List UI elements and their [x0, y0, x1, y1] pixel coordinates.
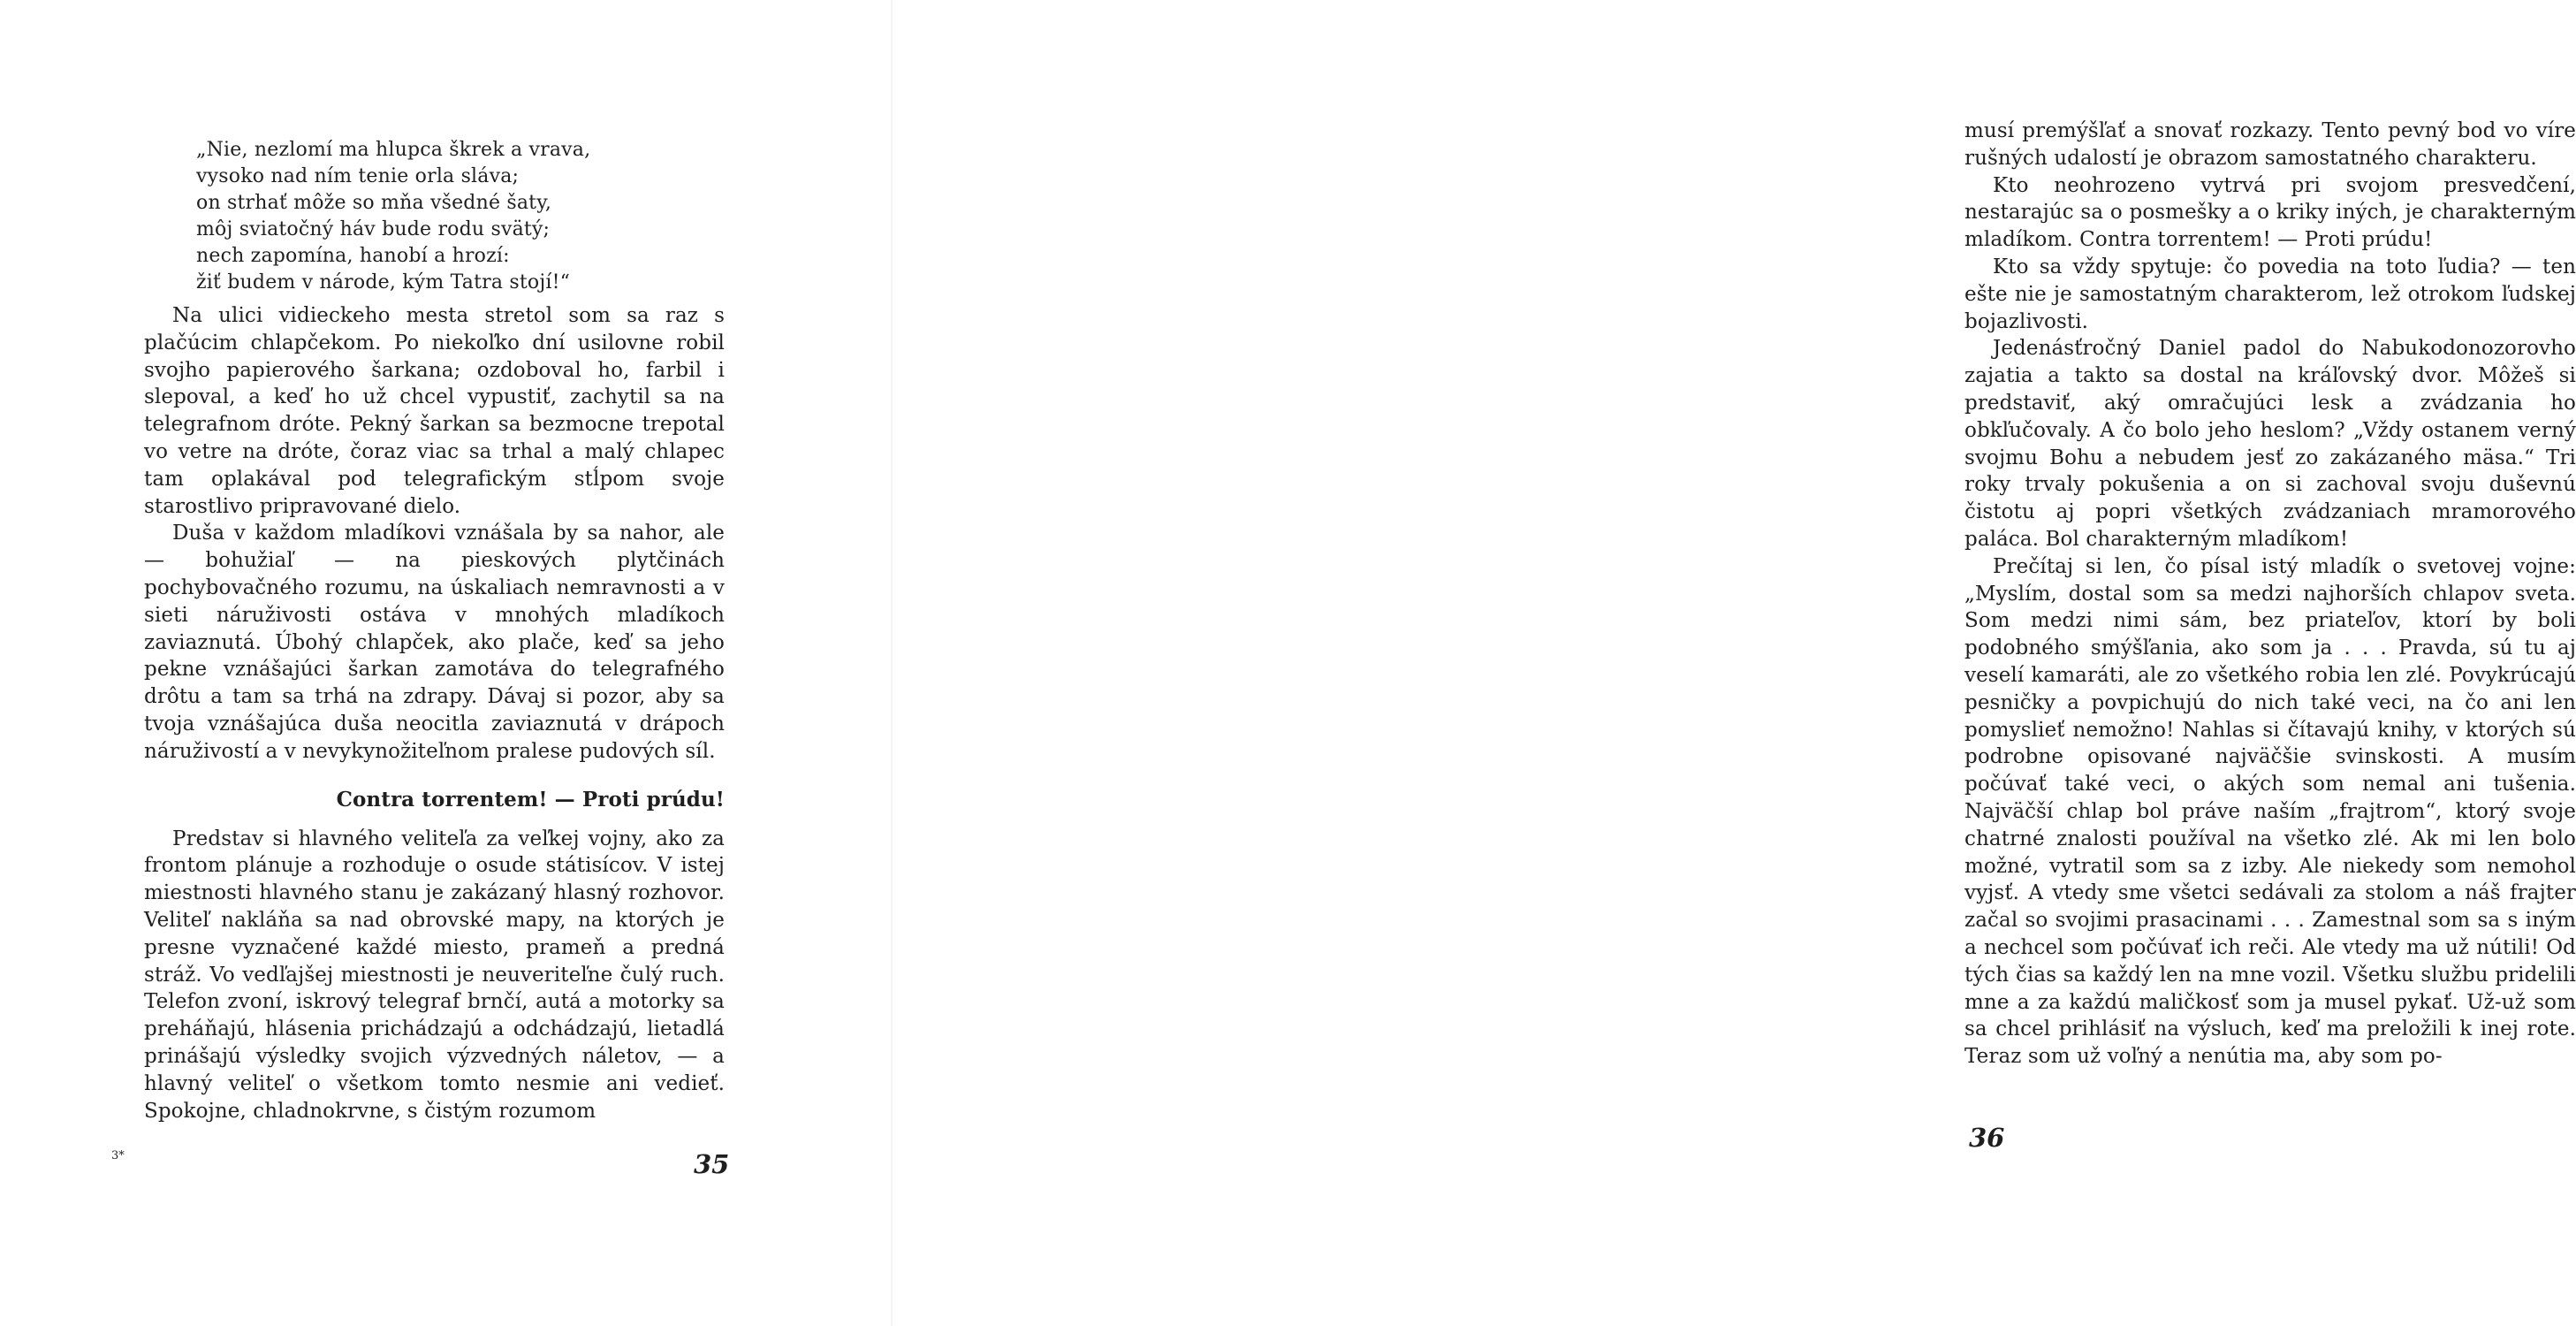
paragraph-continuation: musí premýšľať a snovať rozkazy. Tento pevný bod vo víre rušných udalostí je obrazom samostatného charakteru. — [1964, 119, 2576, 170]
page-number-left: 35 — [694, 1149, 730, 1179]
paragraph-daniel: Jedenásťročný Daniel padol do Nabukodonozorovho zajatia a takto sa dostal na kráľovský dvor. Môžeš si predstaviť, aký omračujúci lesk a zvádzania ho obkľučovaly. A čo bolo jeho heslom? „Vždy ostanem verný svojmu Bohu a nebudem jesť zo zakázaného mäsa.“ Tri roky trvaly pokušenia a on si zachoval svoju duševnú čistotu aj popri všetkých zvádzaniach mramorového paláca. Bol charakterným mladíkom! — [1964, 337, 2576, 551]
paragraph-kite-story: Na ulici vidieckeho mesta stretol som sa raz s plačúcim chlapčekom. Po niekoľko dní usilovne robil svojho papierového šarkana; ozdoboval ho, farbil i slepoval, a keď ho už chcel vypustiť, zachytil sa na telegrafnom dróte. Pekný šarkan sa bezmocne trepotal vo vetre na dróte, čoraz viac sa trhal a malý chlapec tam oplakával pod telegrafickým stĺpom svoje starostlivo pripravované dielo. — [144, 304, 725, 518]
signature-mark: 3* — [111, 1149, 125, 1162]
left-body-text — [144, 302, 725, 1124]
section-heading: Contra torrentem! — Proti prúdu! — [336, 787, 725, 812]
paragraph-war-letter: Prečítaj si len, čo písal istý mladík o svetovej vojne: „Myslím, dostal som sa medzi najhorších chlapov sveta. Som medzi nimi sám, bez priateľov, ktorí by boli podobného smýšľania, ako som ja . . . Pravda, sú tu aj veselí kamaráti, ale zo všetkého robia len zlé. Povykrúcajú pesničky a povpichujú do nich také veci, na čo ani len pomyslieť nemožno! Nahlas si čítavajú knihy, v ktorých sú podrobne opisované najväčšie svinskosti. A musím počúvať také veci, o akých som nemal ani tušenia. Najväčší chlap bol práve naším „frajtrom“, ktorý svoje chatrné znalosti používal na všetko zlé. Ak mi len bolo možné, vytratil som sa z izby. Ale niekedy som nemohol vyjsť. A vtedy sme všetci sedávali za stolom a náš frajter začal so svojimi prasacinami . . . Zamestnal som sa s iným a nechcel som počúvať ich reči. Ale vtedy ma už nútili! Od tých čias sa každý len na mne vozil. Všetku službu pridelili mne a za každú maličkosť som ja musel pykať. Už-už som sa chcel prihlásiť na výsluch, keď ma preložili k inej rote. Teraz som už voľný a nenútia ma, aby som po- — [1964, 554, 2576, 1069]
poem-line: vysoko nad ním tenie orla sláva; — [196, 165, 520, 187]
poem-line: nech zapomína, hanobí a hrozí: — [196, 245, 510, 267]
paragraph-people: Kto sa vždy spytuje: čo povedia na toto ľudia? — ten ešte nie je samostatným charakterom, lež otrokom ľudskej bojazlivosti. — [1964, 255, 2576, 333]
paragraph-commander: Predstav si hlavného veliteľa za veľkej vojny, ako za frontom plánuje a rozhoduje o osude státisícov. V istej miestnosti hlavného stanu je zakázaný hlasný rozhovor. Veliteľ nakláňa sa nad obrovské mapy, na ktorých je presne vyznačené každé miesto, prameň a predná stráž. Vo vedľajšej miestnosti je neuveriteľne čulý ruch. Telefon zvoní, iskrový telegraf brnčí, autá a motorky sa preháňajú, hlásenia prichádzajú a odchádzajú, lietadlá prinášajú výsledky svojich výzvedných náletov, — a hlavný veliteľ o všetkom tomto nesmie ani vedieť. Spokojne, chladnokrvne, s čistým rozumom — [144, 827, 725, 1123]
poem-line: „Nie, nezlomí ma hlupca škrek a vrava, — [196, 139, 591, 161]
paragraph-soul: Duša v každom mladíkovi vznášala by sa nahor, ale — bohužiaľ — na pieskových plytčinách pochybovačného rozumu, na úskaliach nemravnosti a v sieti náruživosti ostáva v mnohých mladíkoch zaviaznutá. Úbohý chlapček, ako plače, keď sa jeho pekne vznášajúci šarkan zamotáva do telegrafného drôtu a tam sa trhá na zdrapy. Dávaj si pozor, aby sa tvoja vznášajúca duša neocitla zaviaznutá v drápoch náruživostí a v nevykynožiteľnom pralese pudových síl. — [144, 522, 725, 763]
left-page — [0, 0, 893, 1326]
poem-line: môj sviatočný háv bude rodu svätý; — [196, 218, 551, 240]
paragraph-steadfast: Kto neohrozeno vytrvá pri svojom presvedčení, nestarajúc sa o posmešky a o kriky iných, je charakterným mladíkom. Contra torrentem! — Proti prúdu! — [1964, 173, 2576, 252]
poem-line: žiť budem v národe, kým Tatra stojí!“ — [196, 271, 571, 293]
poem-line: on strhať môže so mňa všedné šaty, — [196, 192, 552, 214]
right-body-text — [1964, 118, 2576, 1071]
page-number-right: 36 — [1969, 1123, 2005, 1153]
right-page — [893, 0, 2576, 1326]
poem-stanza — [196, 137, 726, 296]
